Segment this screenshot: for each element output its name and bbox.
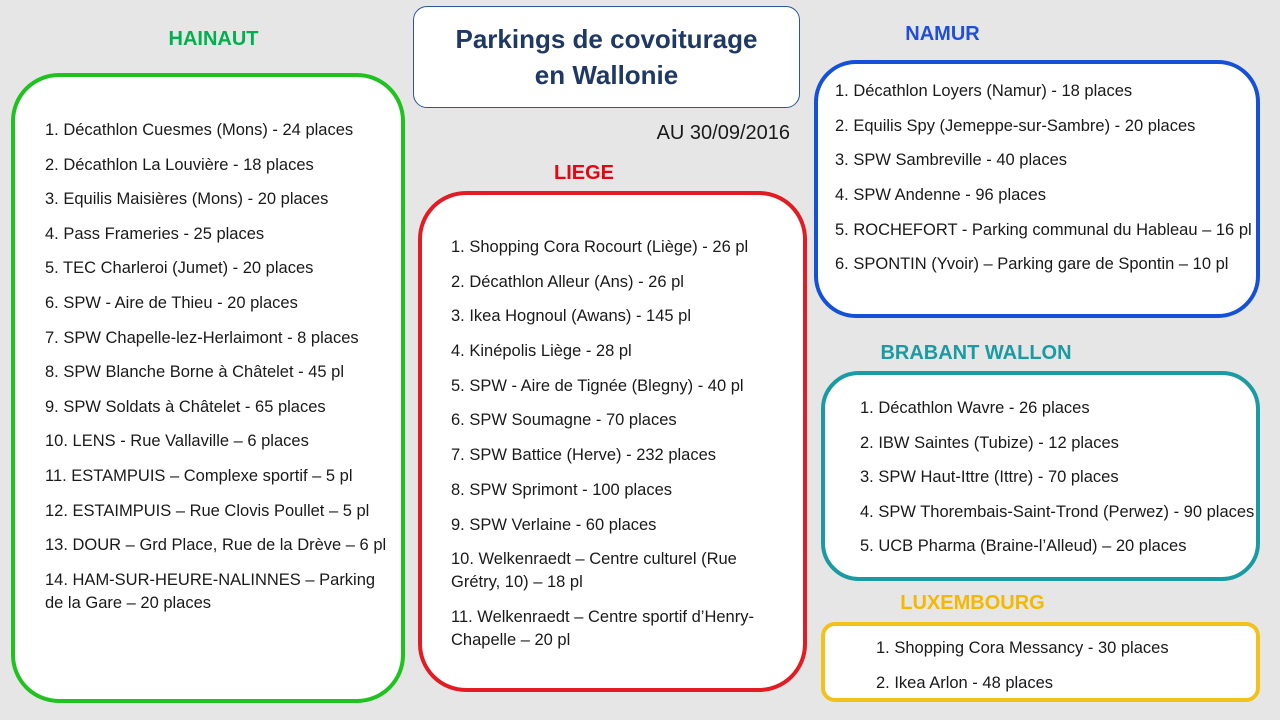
list-item: 10. Welkenraedt – Centre culturel (Rue Grétry, 10) – 18 pl [451,550,737,592]
list-item: 8. SPW Sprimont - 100 places [451,480,673,499]
list-item: 2. IBW Saintes (Tubize) - 12 places [860,433,1119,452]
page-title-box [413,6,800,108]
list-item: 4. SPW Andenne - 96 places [835,186,1046,205]
list-item: 2. Ikea Arlon - 48 places [876,673,1054,692]
date-label: AU 30/09/2016 [656,122,790,144]
list-item: 6. SPONTIN (Yvoir) – Parking gare de Spontin – 10 pl [835,255,1229,274]
list-item: 4. SPW Thorembais-Saint-Trond (Perwez) - 90 places [860,502,1255,521]
list-item: 1. Shopping Cora Rocourt (Liège) - 26 pl [451,238,749,256]
list-item: 9. SPW Verlaine - 60 places [451,515,657,534]
list-item: 3. SPW Haut-Ittre (Ittre) - 70 places [860,468,1119,487]
list-item: 14. HAM-SUR-HEURE-NALINNES – Parking de la Gare – 20 places [45,570,376,612]
list-item: 10. LENS - Rue Vallaville – 6 places [45,432,309,451]
list-item: 12. ESTAIMPUIS – Rue Clovis Poullet – 5 pl [45,501,370,520]
list-item: 5. SPW - Aire de Tignée (Blegny) - 40 pl [451,376,744,395]
list-liege [451,236,789,652]
list-item: 11. ESTAMPUIS – Complexe sportif – 5 pl [45,466,353,485]
list-item: 2. Décathlon Alleur (Ans) - 26 pl [451,272,684,291]
list-item: 11. Welkenraedt – Centre sportif d’Henry-Chapelle – 20 pl [451,607,754,649]
list-item: 7. SPW Battice (Herve) - 232 places [451,446,717,465]
region-title-namur: NAMUR [905,23,980,45]
panel-namur [814,60,1260,318]
list-item: 6. SPW Soumagne - 70 places [451,411,677,430]
panel-hainaut [11,73,405,703]
list-item: 5. UCB Pharma (Braine-l’Alleud) – 20 places [860,537,1187,556]
list-item: 2. Equilis Spy (Jemeppe-sur-Sambre) - 20 places [835,116,1196,135]
list-item: 4. Pass Frameries - 25 places [45,224,265,243]
list-item: 4. Kinépolis Liège - 28 pl [451,342,632,361]
region-title-luxembourg: LUXEMBOURG [900,592,1045,614]
list-item: 3. Equilis Maisières (Mons) - 20 places [45,190,329,209]
list-item: 1. Décathlon Loyers (Namur) - 18 places [835,82,1133,100]
list-item: 3. SPW Sambreville - 40 places [835,151,1068,170]
list-item: 1. Décathlon Cuesmes (Mons) - 24 places [45,121,354,139]
list-hainaut [45,119,387,615]
page-title-line-1: Parkings de covoiturage [455,24,758,54]
list-luxembourg [876,637,1252,695]
region-title-liege: LIEGE [553,162,614,184]
panel-liege [418,191,807,692]
page-title-line-2: en Wallonie [534,60,679,90]
list-item: 3. Ikea Hognoul (Awans) - 145 pl [451,307,691,326]
list-namur [835,80,1250,276]
region-title-brabant-wallon: BRABANT WALLON [880,342,1072,364]
list-item: 1. Décathlon Wavre - 26 places [860,399,1090,417]
list-item: 5. ROCHEFORT - Parking communal du Hableau – 16 pl [835,220,1252,239]
list-item: 9. SPW Soldats à Châtelet - 65 places [45,397,326,416]
list-item: 13. DOUR – Grd Place, Rue de la Drève – 6 pl [45,536,387,555]
list-item: 5. TEC Charleroi (Jumet) - 20 places [45,259,314,278]
list-item: 6. SPW - Aire de Thieu - 20 places [45,293,298,312]
region-title-hainaut: HAINAUT [168,28,259,50]
panel-brabant-wallon [821,371,1260,581]
list-brabant-wallon [860,397,1255,558]
list-item: 7. SPW Chapelle-lez-Herlaimont - 8 places [45,328,359,347]
panel-luxembourg [821,622,1260,702]
list-item: 1. Shopping Cora Messancy - 30 places [876,639,1169,657]
list-item: 8. SPW Blanche Borne à Châtelet - 45 pl [45,363,344,382]
list-item: 2. Décathlon La Louvière - 18 places [45,155,314,174]
